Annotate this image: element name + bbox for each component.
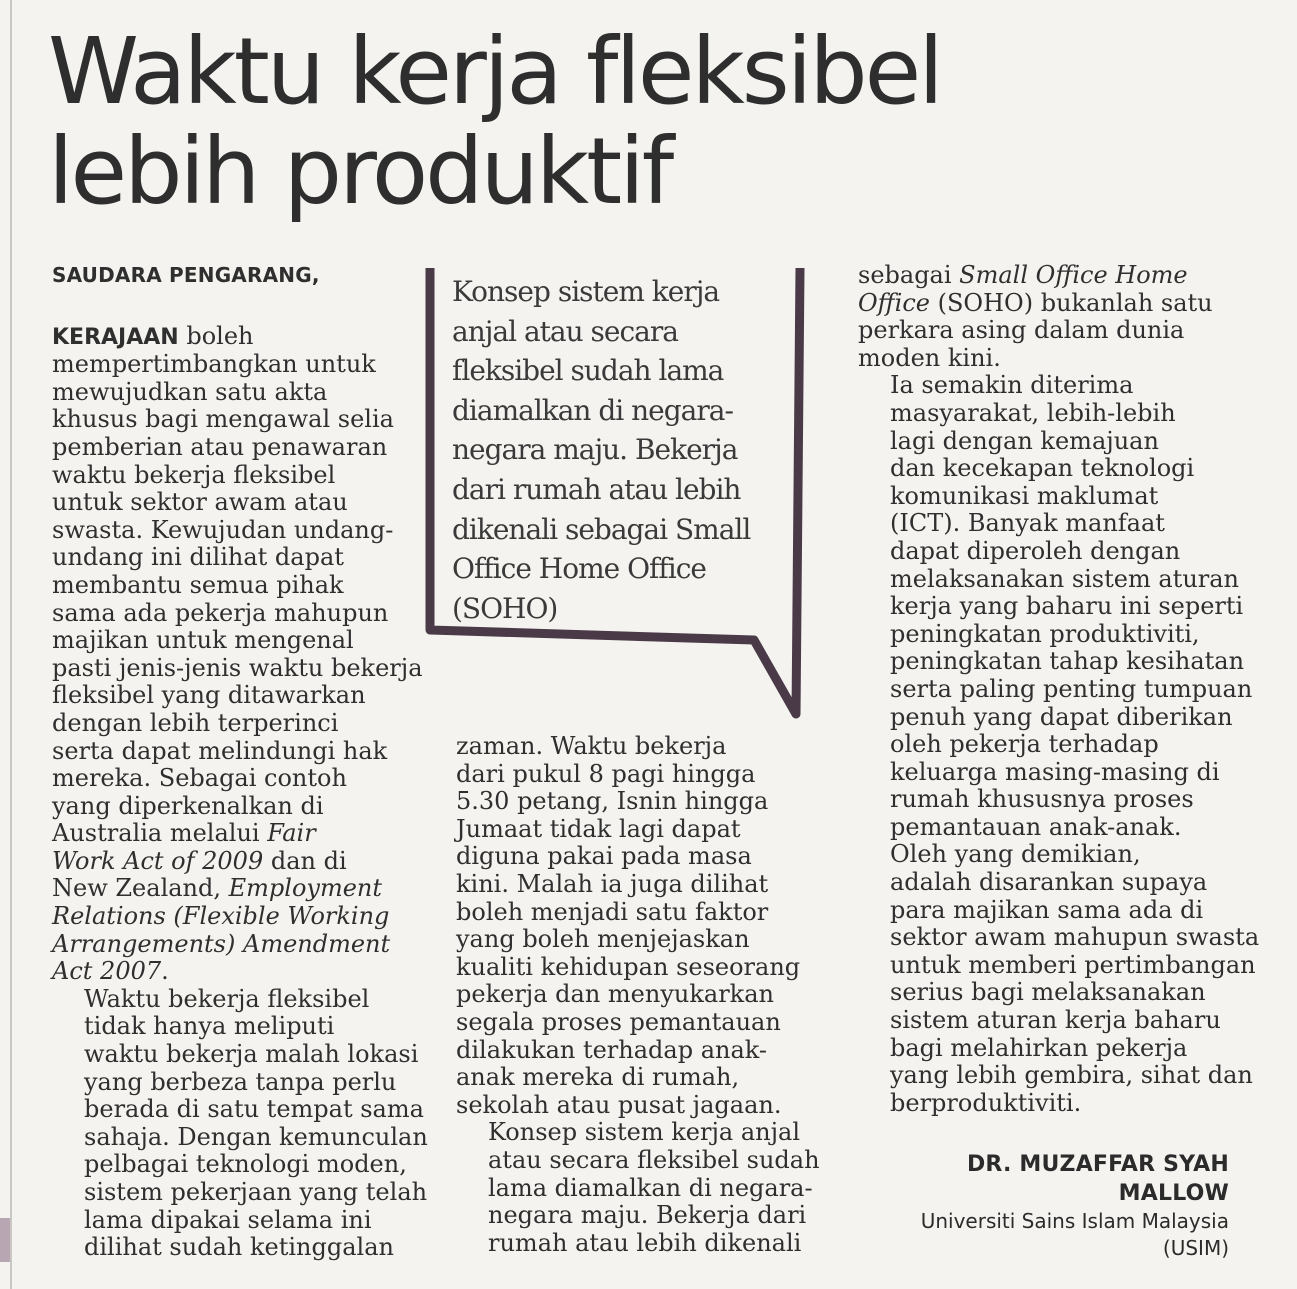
text-line: pelbagai teknologi moden, (84, 1150, 407, 1179)
text-line: tidak hanya meliputi (84, 1012, 335, 1041)
quote-line: fleksibel sudah lama (452, 354, 724, 388)
text-line: rumah khususnya proses (890, 785, 1194, 814)
italic-text: Employment (228, 874, 383, 903)
article-headline (48, 18, 948, 225)
text-line: dilihat sudah ketinggalan (84, 1233, 394, 1262)
text-line: sahaja. Dengan kemunculan (84, 1122, 428, 1151)
column-2-paragraph-1 (456, 733, 826, 1119)
pull-quote (424, 268, 804, 720)
text-part: Australia melalui (52, 819, 268, 848)
paper-edge (10, 0, 12, 1289)
text-line: Konsep sistem kerja anjal (488, 1118, 801, 1147)
text-line: dilakukan terhadap anak- (456, 1035, 768, 1064)
text-line: peningkatan produktiviti, (890, 619, 1200, 648)
text-line: sistem pekerjaan yang telah (84, 1178, 428, 1206)
text-line (52, 820, 432, 848)
text-line: berada di satu tempat sama (84, 1095, 424, 1124)
text-line: dan kecekapan teknologi (890, 454, 1195, 483)
column-2 (456, 733, 826, 1257)
text-line: yang diperkenalkan di (52, 791, 324, 820)
italic-text: Act 2007 (52, 957, 162, 986)
text-line (52, 958, 432, 986)
column-3-paragraph-1 (858, 262, 1238, 372)
lead-word: KERAJAAN (52, 324, 179, 350)
quote-line: Office Home Office (452, 552, 706, 586)
text-line: swasta. Kewujudan undang- (52, 515, 394, 544)
text-line: penuh yang dapat diberikan (890, 702, 1233, 731)
text-line: Jumaat tidak lagi dapat (456, 814, 741, 843)
corner-mark (0, 1218, 10, 1262)
text-line: bagi melahirkan pekerja (890, 1033, 1188, 1062)
text-line: yang berbeza tanpa perlu (84, 1067, 397, 1096)
italic-text: Fair (267, 819, 316, 848)
text-line: serta dapat melindungi hak (52, 736, 388, 765)
text-line: melaksanakan sistem aturan (890, 564, 1240, 593)
text-line: pasti jenis-jenis waktu bekerja (52, 653, 423, 682)
text-line: sekolah atau pusat jagaan. (456, 1090, 782, 1119)
text-part: . (161, 957, 169, 986)
text-line: kualiti kehidupan seseorang (456, 952, 801, 981)
text-line: komunikasi maklumat (890, 481, 1159, 510)
author-name-line-1: DR. MUZAFFAR SYAH (966, 1152, 1229, 1177)
text-line: (ICT). Banyak manfaat (890, 509, 1165, 538)
quote-line: negara maju. Bekerja (452, 433, 738, 467)
text-line: zaman. Waktu bekerja (456, 732, 727, 760)
quote-line: diamalkan di negara- (452, 393, 733, 427)
text-line: waktu bekerja malah lokasi (84, 1040, 419, 1069)
text-line: rumah atau lebih dikenali (488, 1228, 802, 1257)
text-line: majikan untuk mengenal (52, 626, 354, 655)
text-line (52, 931, 432, 959)
column-3-paragraph-3 (858, 840, 1260, 1117)
text-line: perkara asing dalam dunia (858, 316, 1185, 345)
text-line: yang lebih gembira, sihat dan (890, 1061, 1253, 1090)
headline-line-2: lebih produktif (48, 118, 672, 225)
italic-text: Arrangements) Amendment (52, 929, 391, 958)
text-line: mempertimbangkan untuk (52, 350, 376, 379)
italic-text: Relations (Flexible Working (52, 902, 390, 931)
text-line-part: boleh (178, 321, 254, 350)
text-line: sama ada pekerja mahupun (52, 598, 389, 627)
column-3 (858, 261, 1260, 1117)
quote-line: (SOHO) (452, 591, 558, 625)
text-line (858, 262, 1238, 290)
text-line: sektor awam mahupun swasta (890, 923, 1260, 952)
text-line: lama diamalkan di negara- (488, 1173, 813, 1202)
text-line: Ia semakin diterima (890, 371, 1134, 400)
text-line: dapat diperoleh dengan (890, 536, 1181, 565)
text-line (52, 323, 432, 352)
text-line: peningkatan tahap kesihatan (890, 647, 1245, 676)
text-line: kerja yang baharu ini seperti (890, 592, 1244, 621)
text-line (858, 290, 1238, 318)
text-line: 5.30 petang, Isnin hingga (456, 787, 769, 816)
column-1-paragraph-1 (52, 323, 432, 986)
quote-line: anjal atau secara (452, 314, 678, 348)
text-line: lama dipakai selama ini (84, 1205, 372, 1234)
italic-text: Work Act of 2009 (52, 846, 264, 875)
text-line: Waktu bekerja fleksibel (84, 984, 370, 1013)
pull-quote-text (452, 272, 792, 628)
text-line: anak mereka di rumah, (456, 1063, 740, 1092)
text-part: dan di (263, 846, 347, 875)
text-line: yang boleh menjejaskan (456, 925, 750, 954)
text-line: atau secara fleksibel sudah (488, 1145, 820, 1174)
text-line: boleh menjadi satu faktor (456, 897, 769, 926)
italic-text: Small Office Home (959, 261, 1188, 289)
quote-line: Konsep sistem kerja (452, 275, 720, 308)
text-line: pekerja dan menyukarkan (456, 980, 774, 1009)
column-1-paragraph-2 (52, 986, 432, 1262)
text-line: negara maju. Bekerja dari (488, 1201, 807, 1230)
text-line (52, 875, 432, 903)
text-line: serius bagi melaksanakan (890, 978, 1206, 1007)
salutation: SAUDARA PENGARANG, (52, 263, 320, 287)
quote-line: dikenali sebagai Small (452, 512, 751, 546)
italic-text: Office (858, 288, 930, 317)
text-line: khusus bagi mengawal selia (52, 405, 394, 434)
text-line: Oleh yang demikian, (890, 840, 1141, 869)
text-part: New Zealand, (52, 874, 229, 903)
text-line: untuk memberi pertimbangan (890, 950, 1256, 979)
text-line: sistem aturan kerja baharu (890, 1006, 1221, 1035)
column-2-paragraph-2 (456, 1119, 826, 1257)
text-line: keluarga masing-masing di (890, 757, 1220, 786)
author-affiliation-line-2: (USIM) (1162, 1236, 1229, 1260)
text-line: pemantauan anak-anak. (890, 812, 1182, 841)
column-1 (52, 262, 432, 1262)
text-part: (SOHO) bukanlah satu (930, 288, 1213, 317)
text-line: untuk sektor awam atau (52, 488, 348, 517)
text-line: para majikan sama ada di (890, 895, 1204, 924)
author-affiliation-line-1: Universiti Sains Islam Malaysia (920, 1209, 1229, 1233)
text-line: pemberian atau penawaran (52, 432, 388, 461)
text-line: berproduktiviti. (890, 1088, 1082, 1117)
text-line: waktu bekerja fleksibel (52, 460, 336, 489)
column-3-paragraph-2 (858, 371, 1253, 841)
text-line: dari pukul 8 pagi hingga (456, 759, 756, 788)
author-name-line-2: MALLOW (1118, 1181, 1229, 1206)
text-line: segala proses pemantauan (456, 1007, 781, 1036)
text-line: serta paling penting tumpuan (890, 674, 1253, 703)
text-line (52, 848, 432, 876)
text-line: masyarakat, lebih-lebih (890, 398, 1176, 427)
text-line: oleh pekerja terhadap (890, 730, 1159, 759)
text-line: membantu semua pihak (52, 570, 344, 599)
text-line: diguna pakai pada masa (456, 842, 752, 871)
author-signature (921, 1150, 1229, 1262)
text-line: moden kini. (858, 343, 1001, 372)
text-line (52, 903, 432, 931)
quote-line: dari rumah atau lebih (452, 472, 741, 506)
text-line: mewujudkan satu akta (52, 377, 328, 406)
text-part: sebagai (858, 261, 960, 289)
text-line: undang ini dilihat dapat (52, 543, 344, 572)
text-line: fleksibel yang ditawarkan (52, 681, 366, 710)
text-line: mereka. Sebagai contoh (52, 764, 347, 793)
headline-line-1: Waktu kerja fleksibel (48, 18, 941, 125)
text-line: dengan lebih terperinci (52, 708, 339, 737)
text-line: adalah disarankan supaya (890, 868, 1208, 897)
text-line: kini. Malah ia juga dilihat (456, 869, 769, 898)
text-line: lagi dengan kemajuan (890, 426, 1159, 455)
